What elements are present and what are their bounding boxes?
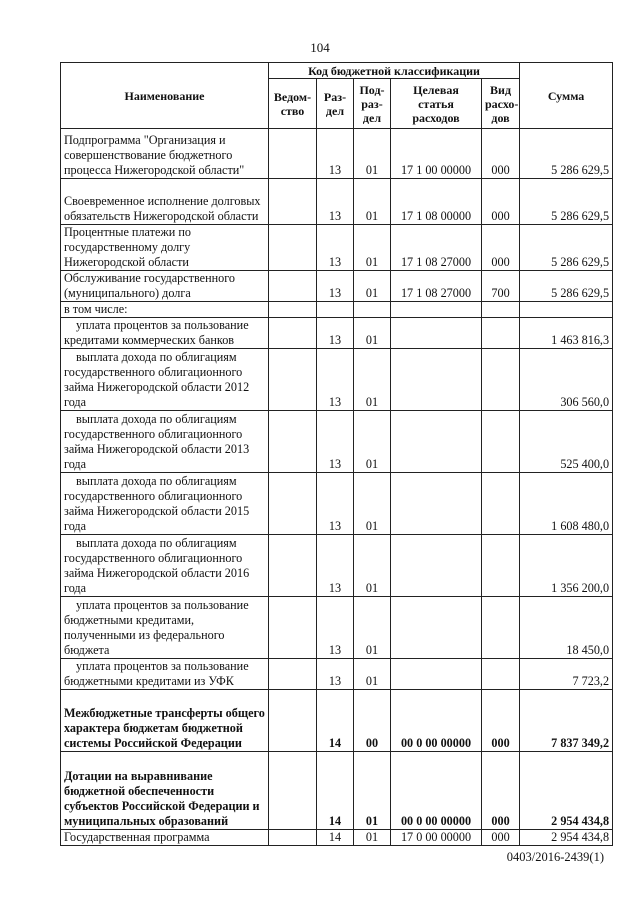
row-vid xyxy=(482,411,520,473)
row-vedomstvo xyxy=(269,473,317,535)
row-sum: 5 286 629,5 xyxy=(520,225,613,271)
row-vedomstvo xyxy=(269,271,317,302)
row-celevaya xyxy=(391,597,482,659)
row-vid: 000 xyxy=(482,179,520,225)
row-celevaya: 17 1 08 00000 xyxy=(391,179,482,225)
row-name-text: выплата дохода по облигациям государственного облигационного займа Нижегородской области 2015 года xyxy=(64,474,250,533)
table-row xyxy=(61,318,613,349)
row-vedomstvo xyxy=(269,752,317,830)
row-celevaya: 17 1 08 27000 xyxy=(391,225,482,271)
row-razdel: 13 xyxy=(317,659,354,690)
budget-table xyxy=(60,62,613,846)
row-vid: 000 xyxy=(482,752,520,830)
row-name-text: выплата дохода по облигациям государственного облигационного займа Нижегородской области 2013 года xyxy=(64,412,250,471)
row-celevaya xyxy=(391,349,482,411)
row-name xyxy=(61,318,269,349)
row-razdel: 13 xyxy=(317,597,354,659)
row-celevaya xyxy=(391,535,482,597)
row-podrazdel: 01 xyxy=(354,129,391,179)
header-vedomstvo: Ведом- ство xyxy=(269,79,317,129)
row-podrazdel: 01 xyxy=(354,411,391,473)
row-celevaya xyxy=(391,302,482,318)
row-razdel: 13 xyxy=(317,179,354,225)
row-sum: 5 286 629,5 xyxy=(520,179,613,225)
row-vid xyxy=(482,535,520,597)
table-row xyxy=(61,830,613,846)
header-podrazdel: Под- раз- дел xyxy=(354,79,391,129)
row-vid: 000 xyxy=(482,830,520,846)
row-name-text: выплата дохода по облигациям государственного облигационного займа Нижегородской области 2012 года xyxy=(64,350,250,409)
table-row xyxy=(61,597,613,659)
row-name: Государственная программа xyxy=(61,830,269,846)
row-vid: 000 xyxy=(482,129,520,179)
table-row xyxy=(61,129,613,179)
row-podrazdel: 01 xyxy=(354,225,391,271)
row-name-text: уплата процентов за пользование кредитами коммерческих банков xyxy=(64,318,249,347)
table-row xyxy=(61,752,613,830)
row-name xyxy=(61,349,269,411)
row-razdel: 14 xyxy=(317,752,354,830)
table-row xyxy=(61,473,613,535)
row-vid xyxy=(482,302,520,318)
row-sum: 306 560,0 xyxy=(520,349,613,411)
row-name-text: уплата процентов за пользование бюджетными кредитами из УФК xyxy=(64,659,249,688)
row-vid: 000 xyxy=(482,225,520,271)
row-podrazdel: 01 xyxy=(354,597,391,659)
header-celevaya: Целевая статья расходов xyxy=(391,79,482,129)
row-razdel: 13 xyxy=(317,271,354,302)
row-vedomstvo xyxy=(269,318,317,349)
table-row xyxy=(61,271,613,302)
header-code-group: Код бюджетной классификации xyxy=(269,63,520,79)
row-celevaya xyxy=(391,473,482,535)
row-razdel: 13 xyxy=(317,349,354,411)
row-razdel xyxy=(317,302,354,318)
row-vedomstvo xyxy=(269,690,317,752)
row-vedomstvo xyxy=(269,225,317,271)
row-podrazdel xyxy=(354,302,391,318)
row-vedomstvo xyxy=(269,349,317,411)
row-vedomstvo xyxy=(269,535,317,597)
table-row xyxy=(61,690,613,752)
row-podrazdel: 01 xyxy=(354,271,391,302)
table-row xyxy=(61,535,613,597)
row-podrazdel: 01 xyxy=(354,535,391,597)
row-sum: 7 837 349,2 xyxy=(520,690,613,752)
row-vid xyxy=(482,349,520,411)
row-vid xyxy=(482,659,520,690)
row-sum: 7 723,2 xyxy=(520,659,613,690)
row-podrazdel: 01 xyxy=(354,349,391,411)
table-row xyxy=(61,659,613,690)
header-razdel: Раз- дел xyxy=(317,79,354,129)
row-celevaya xyxy=(391,411,482,473)
row-razdel: 14 xyxy=(317,690,354,752)
row-name: Подпрограмма "Организация и совершенствование бюджетного процесса Нижегородской области" xyxy=(61,129,269,179)
table-body xyxy=(61,129,613,846)
header-name: Наименование xyxy=(61,63,269,129)
row-name: в том числе: xyxy=(61,302,269,318)
row-sum xyxy=(520,302,613,318)
row-podrazdel: 01 xyxy=(354,473,391,535)
row-celevaya xyxy=(391,659,482,690)
row-name: Дотации на выравнивание бюджетной обеспеченности субъектов Российской Федерации и муниципальных образований xyxy=(61,752,269,830)
row-name xyxy=(61,597,269,659)
row-vid: 000 xyxy=(482,690,520,752)
row-name: Процентные платежи по государственному долгу Нижегородской области xyxy=(61,225,269,271)
row-name xyxy=(61,535,269,597)
row-vedomstvo xyxy=(269,411,317,473)
row-podrazdel: 01 xyxy=(354,752,391,830)
table-row xyxy=(61,225,613,271)
row-vedomstvo xyxy=(269,129,317,179)
row-sum: 525 400,0 xyxy=(520,411,613,473)
row-name: Межбюджетные трансферты общего характера бюджетам бюджетной системы Российской Федерации xyxy=(61,690,269,752)
header-sum: Сумма xyxy=(520,63,613,129)
row-sum: 1 356 200,0 xyxy=(520,535,613,597)
row-razdel: 13 xyxy=(317,129,354,179)
table-row xyxy=(61,411,613,473)
row-podrazdel: 01 xyxy=(354,830,391,846)
row-vid: 700 xyxy=(482,271,520,302)
row-celevaya: 00 0 00 00000 xyxy=(391,690,482,752)
row-name-text: выплата дохода по облигациям государственного облигационного займа Нижегородской области 2016 года xyxy=(64,536,250,595)
row-sum: 5 286 629,5 xyxy=(520,271,613,302)
row-celevaya: 17 0 00 00000 xyxy=(391,830,482,846)
row-vedomstvo xyxy=(269,659,317,690)
row-vedomstvo xyxy=(269,830,317,846)
row-name-text: уплата процентов за пользование бюджетными кредитами, полученными из федерального бюджета xyxy=(64,598,249,657)
row-celevaya xyxy=(391,318,482,349)
row-name xyxy=(61,659,269,690)
table-row xyxy=(61,349,613,411)
row-name xyxy=(61,473,269,535)
row-razdel: 13 xyxy=(317,473,354,535)
row-name: Своевременное исполнение долговых обязательств Нижегородской области xyxy=(61,179,269,225)
row-vedomstvo xyxy=(269,302,317,318)
row-sum: 5 286 629,5 xyxy=(520,129,613,179)
row-razdel: 13 xyxy=(317,535,354,597)
table-row xyxy=(61,179,613,225)
document-code: 0403/2016-2439(1) xyxy=(506,850,604,864)
row-sum: 1 608 480,0 xyxy=(520,473,613,535)
row-vid xyxy=(482,318,520,349)
row-name: Обслуживание государственного (муниципального) долга xyxy=(61,271,269,302)
row-podrazdel: 00 xyxy=(354,690,391,752)
row-celevaya: 17 1 00 00000 xyxy=(391,129,482,179)
row-sum: 2 954 434,8 xyxy=(520,752,613,830)
row-podrazdel: 01 xyxy=(354,318,391,349)
row-razdel: 13 xyxy=(317,318,354,349)
row-sum: 18 450,0 xyxy=(520,597,613,659)
table-row xyxy=(61,302,613,318)
header-vid: Вид расхо- дов xyxy=(482,79,520,129)
row-razdel: 13 xyxy=(317,411,354,473)
row-sum: 2 954 434,8 xyxy=(520,830,613,846)
row-vedomstvo xyxy=(269,179,317,225)
row-podrazdel: 01 xyxy=(354,659,391,690)
row-vedomstvo xyxy=(269,597,317,659)
row-celevaya: 00 0 00 00000 xyxy=(391,752,482,830)
row-celevaya: 17 1 08 27000 xyxy=(391,271,482,302)
row-vid xyxy=(482,597,520,659)
row-podrazdel: 01 xyxy=(354,179,391,225)
header-row-group xyxy=(61,63,613,79)
row-razdel: 14 xyxy=(317,830,354,846)
row-vid xyxy=(482,473,520,535)
row-name xyxy=(61,411,269,473)
row-sum: 1 463 816,3 xyxy=(520,318,613,349)
row-razdel: 13 xyxy=(317,225,354,271)
page-number: 104 xyxy=(310,40,330,55)
